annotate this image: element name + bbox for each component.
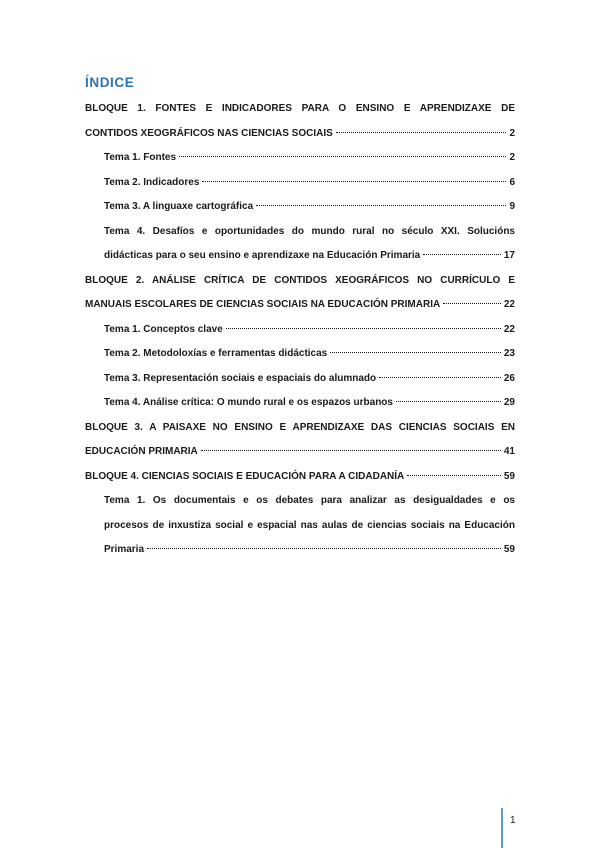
toc-entry-line: EDUCACIÓN PRIMARIA xyxy=(85,446,198,457)
dot-leader xyxy=(179,156,506,157)
toc-entry-bloque-3[interactable] xyxy=(85,416,515,465)
toc-entry-line: Tema 1. Os documentais e os debates para analizar as desigualdades e os xyxy=(104,495,515,506)
dot-leader xyxy=(202,181,506,182)
dot-leader xyxy=(423,254,501,255)
toc-entry-tema[interactable] xyxy=(104,146,515,171)
toc-entry-tema[interactable] xyxy=(104,220,515,269)
toc-page-number: 41 xyxy=(503,446,515,457)
table-of-contents xyxy=(85,97,515,563)
dot-leader xyxy=(379,377,501,378)
dot-leader xyxy=(336,132,507,133)
toc-entry-tema[interactable] xyxy=(104,391,515,416)
toc-entry-label: Tema 1. Conceptos clave xyxy=(104,318,223,343)
toc-entry-tema[interactable] xyxy=(104,367,515,392)
toc-page-number: 2 xyxy=(509,127,515,139)
toc-entry-bloque-4[interactable] xyxy=(85,465,515,490)
toc-page-number: 2 xyxy=(509,152,515,163)
dot-leader xyxy=(396,401,501,402)
toc-entry-line: BLOQUE 1. FONTES E INDICADORES PARA O ENSINO E APRENDIZAXE DE xyxy=(85,103,515,114)
index-title: ÍNDICE xyxy=(85,75,135,90)
toc-entry-tema[interactable] xyxy=(104,489,515,563)
toc-page-number: 22 xyxy=(503,299,515,310)
toc-page-number: 29 xyxy=(503,397,515,408)
dot-leader xyxy=(407,475,501,476)
toc-entry-tema[interactable] xyxy=(104,195,515,220)
toc-entry-label: Tema 2. Indicadores xyxy=(104,171,199,196)
dot-leader xyxy=(147,548,501,549)
toc-page-number: 9 xyxy=(509,201,515,212)
toc-entry-label: Tema 3. Representación sociais e espaciais do alumnado xyxy=(104,367,376,392)
dot-leader xyxy=(256,205,506,206)
toc-entry-bloque-2[interactable] xyxy=(85,269,515,318)
toc-page-number: 22 xyxy=(503,323,515,335)
page-number-rule xyxy=(501,808,503,848)
toc-entry-tema[interactable] xyxy=(104,342,515,367)
dot-leader xyxy=(201,450,501,451)
toc-entry-line: BLOQUE 3. A PAISAXE NO ENSINO E APRENDIZAXE DAS CIENCIAS SOCIAIS EN xyxy=(85,421,515,433)
toc-entry-tema[interactable] xyxy=(104,318,515,343)
dot-leader xyxy=(443,303,501,304)
toc-page-number: 17 xyxy=(503,250,515,261)
toc-page-number: 59 xyxy=(503,470,515,482)
toc-entry-line: BLOQUE 2. ANÁLISE CRÍTICA DE CONTIDOS XEOGRÁFICOS NO CURRÍCULO E xyxy=(85,274,515,286)
toc-page-number: 59 xyxy=(503,544,515,555)
dot-leader xyxy=(330,352,501,353)
toc-entry-line: Primaria xyxy=(104,544,145,555)
toc-page-number: 26 xyxy=(503,372,515,384)
toc-entry-label: Tema 1. Fontes xyxy=(104,146,176,171)
toc-entry-label: BLOQUE 4. CIENCIAS SOCIAIS E EDUCACIÓN PARA A CIDADANÍA xyxy=(85,465,404,490)
page-number: 1 xyxy=(510,815,516,826)
toc-entry-line: didácticas para o seu ensino e aprendizaxe na Educación Primaria xyxy=(104,250,421,261)
toc-entry-tema[interactable] xyxy=(104,171,515,196)
toc-page-number: 23 xyxy=(503,348,515,359)
toc-page-number: 6 xyxy=(509,176,515,188)
toc-entry-bloque-1[interactable] xyxy=(85,97,515,146)
toc-entry-line: MANUAIS ESCOLARES DE CIENCIAS SOCIAIS NA EDUCACIÓN PRIMARIA xyxy=(85,299,441,310)
toc-entry-line: CONTIDOS XEOGRÁFICOS NAS CIENCIAS SOCIAIS xyxy=(85,127,333,139)
toc-entry-label: Tema 4. Análise crítica: O mundo rural e os espazos urbanos xyxy=(104,391,393,416)
toc-entry-line: procesos de inxustiza social e espacial nas aulas de ciencias sociais na Educación xyxy=(104,519,515,531)
dot-leader xyxy=(226,328,501,329)
toc-entry-label: Tema 2. Metodoloxías e ferramentas didácticas xyxy=(104,342,327,367)
toc-entry-label: Tema 3. A linguaxe cartográfica xyxy=(104,195,253,220)
toc-entry-line: Tema 4. Desafíos e oportunidades do mundo rural no século XXI. Solucións xyxy=(104,225,515,237)
